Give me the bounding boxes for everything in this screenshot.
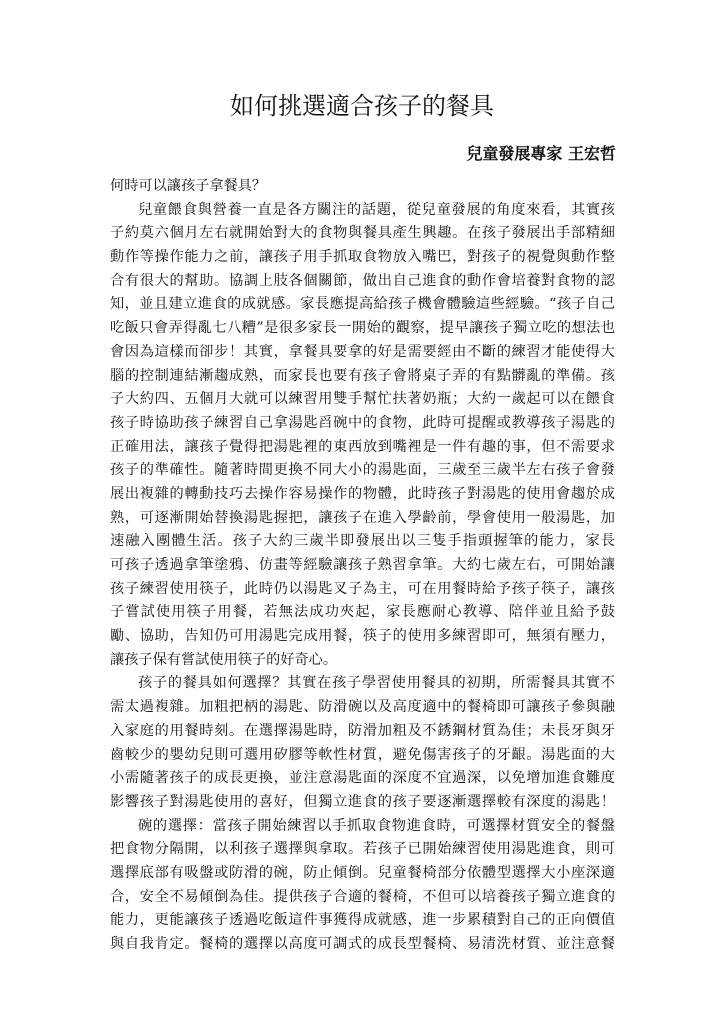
body-text-line: 合，安全不易傾倒為佳。提供孩子合適的餐椅，不但可以培養孩子獨立進食的	[110, 888, 615, 905]
body-text-line: 需太過複雜。加粗把柄的湯匙、防滑碗以及高度適中的餐椅即可讓孩子參與融	[110, 699, 615, 716]
body-text-line: 可孩子透過拿筆塗鴉、仿畫等經驗讓孩子熟習拿筆。大約七歲左右，可開始讓	[110, 557, 615, 573]
body-text-line: 會因為這樣而卻步！其實，拿餐具要拿的好是需要經由不斷的練習才能使得大	[110, 343, 615, 360]
body-text-line: 孩子的準確性。隨著時間更換不同大小的湯匙面，三歲至三歲半左右孩子會發	[110, 462, 615, 479]
body-text-line: 動作等操作能力之前，讓孩子用手抓取食物放入嘴巴，對孩子的視覺與動作整	[110, 249, 615, 266]
body-text-line: 碗的選擇：當孩子開始練習以手抓取食物進食時，可選擇材質安全的餐盤	[138, 817, 615, 834]
body-text-line: 能力，更能讓孩子透過吃飯這件事獲得成就感，進一步累積對自己的正向價值	[110, 912, 615, 929]
body-text-line: 讓孩子保有嘗試使用筷子的好奇心。	[110, 651, 338, 668]
body-text-line: 合有很大的幫助。協調上肢各個關節，做出自己進食的動作會培養對食物的認	[110, 272, 615, 289]
body-text-line: 正確用法，讓孩子覺得把湯匙裡的東西放到嘴裡是一件有趣的事，但不需要求	[110, 438, 615, 455]
document-body	[110, 175, 615, 957]
body-text-line: 小需隨著孩子的成長更換，並注意湯匙面的深度不宜過深，以免增加進食難度	[110, 770, 615, 787]
body-text-line: 子嘗試使用筷子用餐，若無法成功夾起，家長應耐心教導、陪伴並且給予鼓	[110, 604, 615, 621]
body-text-line: 孩子時協助孩子練習自己拿湯匙舀碗中的食物，此時可提醒或教導孩子湯匙的	[110, 414, 615, 431]
body-text-line: 與自我肯定。餐椅的選擇以高度可調式的成長型餐椅、易清洗材質、並注意餐	[110, 936, 615, 952]
body-text-line: 知，並且建立進食的成就感。家長應提高給孩子機會體驗這些經驗。“孩子自己	[110, 296, 615, 313]
body-text-line: 齒較少的嬰幼兒則可選用矽膠等軟性材質，避免傷害孩子的牙齦。湯匙面的大	[110, 746, 615, 763]
body-text-line: 子約莫六個月左右就開始對大的食物與餐具產生興趣。在孩子發展出手部精細	[110, 225, 615, 242]
body-text-line: 兒童餵食與營養一直是各方關注的話題，從兒童發展的角度來看，其實孩	[138, 201, 615, 218]
body-text-line: 速融入團體生活。孩子大約三歲半即發展出以三隻手指頭握筆的能力，家長	[110, 533, 615, 550]
document-author: 兒童發展專家 王宏哲	[466, 144, 616, 163]
body-text-line: 勵、協助，告知仍可用湯匙完成用餐，筷子的使用多練習即可，無須有壓力，	[110, 628, 615, 645]
body-text-line: 吃飯只會弄得亂七八糟”是很多家長一開始的觀察，提早讓孩子獨立吃的想法也	[110, 320, 615, 337]
body-text-line: 子大約四、五個月大就可以練習用雙手幫忙扶著奶瓶；大約一歲起可以在餵食	[110, 391, 615, 408]
document-title: 如何挑選適合孩子的餐具	[230, 92, 494, 120]
body-text-line: 何時可以讓孩子拿餐具？	[110, 178, 267, 194]
body-text-line: 展出複雜的轉動技巧去操作容易操作的物體，此時孩子對湯匙的使用會趨於成	[110, 485, 615, 502]
body-text-line: 孩子練習使用筷子，此時仍以湯匙叉子為主，可在用餐時給予孩子筷子，讓孩	[110, 580, 615, 597]
body-text-line: 影響孩子對湯匙使用的喜好，但獨立進食的孩子要逐漸選擇較有深度的湯匙！	[110, 793, 615, 810]
body-text-line: 熟，可逐漸開始替換湯匙握把，讓孩子在進入學齡前，學會使用一般湯匙，加	[110, 509, 615, 526]
body-text-line: 孩子的餐具如何選擇？其實在孩子學習使用餐具的初期，所需餐具其實不	[138, 675, 615, 692]
body-text-line: 把食物分隔開，以利孩子選擇與拿取。若孩子已開始練習使用湯匙進食，則可	[110, 841, 615, 858]
body-text-line: 選擇底部有吸盤或防滑的碗，防止傾倒。兒童餐椅部分依體型選擇大小座深適	[110, 864, 615, 881]
body-text-line: 腦的控制連結漸趨成熟，而家長也要有孩子會將桌子弄的有點髒亂的準備。孩	[110, 367, 615, 384]
body-text-line: 入家庭的用餐時刻。在選擇湯匙時，防滑加粗及不銹鋼材質為佳；未長牙與牙	[110, 722, 615, 739]
